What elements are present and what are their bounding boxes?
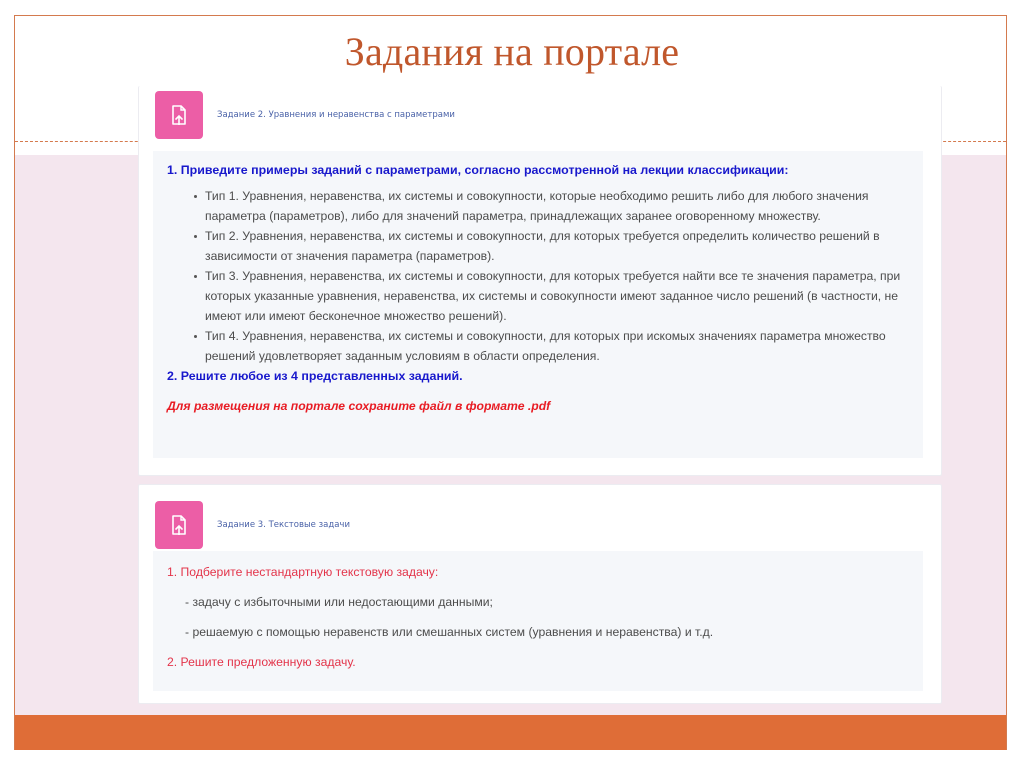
assignment-description [153,551,923,691]
assignment-header[interactable] [155,91,455,139]
assignment-card [138,484,942,704]
file-upload-icon [155,91,203,139]
task-step-1: 1. Приведите примеры заданий с параметрами, согласно рассмотренной на лекции классификации: [167,163,789,177]
list-item: Тип 2. Уравнения, неравенства, их системы и совокупности, для которых требуется определить количество решений в зависимости от значения параметра (параметров). [205,226,923,266]
list-item: - задачу с избыточными или недостающими данными; [185,595,493,609]
task-step-2: 2. Решите любое из 4 представленных заданий. [167,369,463,383]
slide-footer-bar [15,715,1006,750]
portal-screenshot [138,86,943,706]
list-item: Тип 4. Уравнения, неравенства, их системы и совокупности, для которых при искомых значениях параметра множество решений удовлетворяет заданным условиям в области определения. [205,326,923,366]
slide-title: Задания на портале [344,29,680,74]
pdf-note: Для размещения на портале сохраните файл в формате .pdf [167,399,551,413]
list-item: Тип 1. Уравнения, неравенства, их системы и совокупности, которые необходимо решить либо для любого значения параметра (параметров), либо для значений параметра, принадлежащих заранее оговоренному множеству. [205,186,923,226]
assignment-link[interactable]: Задание 3. Текстовые задачи [217,520,350,530]
assignment-link[interactable]: Задание 2. Уравнения и неравенства с параметрами [217,110,455,120]
list-item: Тип 3. Уравнения, неравенства, их системы и совокупности, для которых требуется найти все те значения параметра, при которых указанные уравнения, неравенства, их системы и совокупности имеют заданное число решений (в частности, не имеют или имеют бесконечное множество решений). [205,266,923,326]
task-step-2: 2. Решите предложенную задачу. [167,655,356,669]
type-list [167,186,923,366]
file-upload-icon [155,501,203,549]
assignment-header[interactable] [155,501,350,549]
task-step-1: 1. Подберите нестандартную текстовую задачу: [167,565,439,579]
assignment-description [153,151,923,458]
list-item: - решаемую с помощью неравенств или смешанных систем (уравнения и неравенства) и т.д. [185,625,714,639]
assignment-card [138,86,942,476]
